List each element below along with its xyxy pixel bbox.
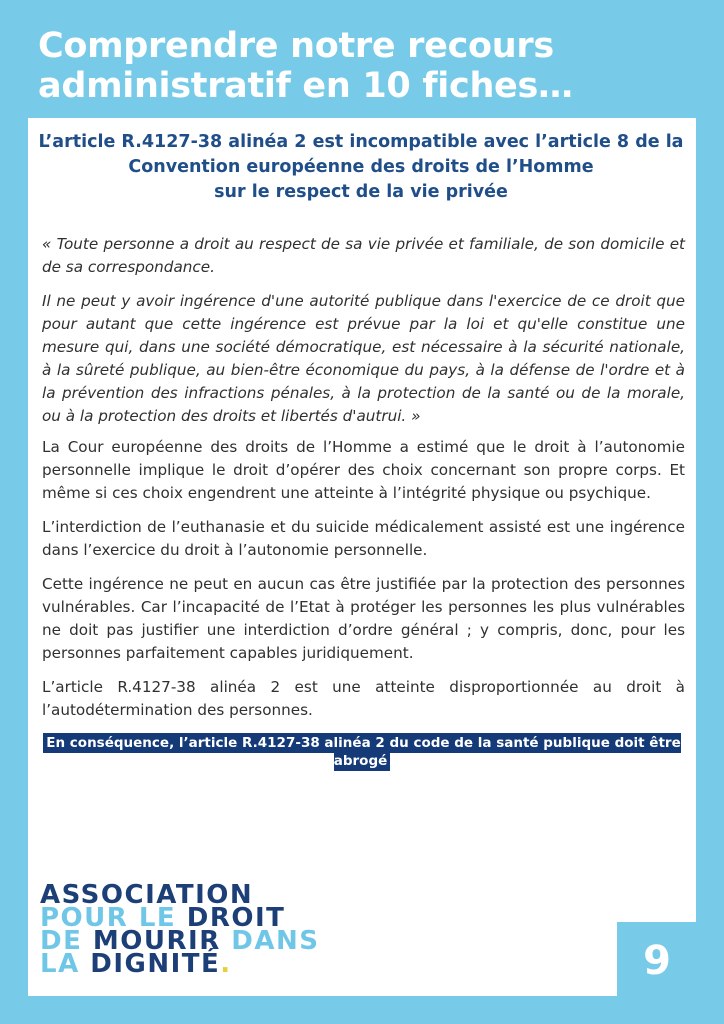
logo-word-pour-le: POUR LE <box>40 903 177 933</box>
quote-paragraph-1: « Toute personne a droit au respect de sa vie privée et familiale, de son domicile et de sa correspondance. <box>42 235 685 276</box>
quote-paragraph-2: Il ne peut y avoir ingérence d'une autorité publique dans l'exercice de ce droit que pour autant que cette ingérence est prévue par la loi et qu'elle constitue une mesure qui, dans une société démocratique, est nécessaire à la sécurité nationale, à la sûreté publique, au bien-être économique du pays, à la défense de l'ordre et à la prévention des infractions pénales, à la protection de la santé ou de la morale, ou à la protection des droits et libertés d'autrui. » <box>42 292 685 425</box>
body-text <box>42 233 685 733</box>
header-line-2: administratif en 10 fiches… <box>38 66 573 106</box>
logo-line-1: ASSOCIATION <box>40 880 254 910</box>
title-line-2: Convention européenne des droits de l’Homme <box>128 157 594 177</box>
logo-word-mourir: MOURIR <box>92 926 221 956</box>
body-paragraph-1: La Cour européenne des droits de l’Homme a estimé que le droit à l’autonomie personnelle implique le droit d’opérer des choix concernant son propre corps. Et même si ces choix engendrent une atteinte à l’intégrité physique ou psychique. <box>42 438 685 502</box>
logo-word-de: DE <box>40 926 83 956</box>
body-paragraph-4: L’article R.4127-38 alinéa 2 est une atteinte disproportionnée au droit à l’autodétermination des personnes. <box>42 678 685 719</box>
logo-word-dignite: DIGNITÉ <box>90 949 221 979</box>
header-line-1: Comprendre notre recours <box>38 26 554 66</box>
body-paragraph-3: Cette ingérence ne peut en aucun cas être justifiée par la protection des personnes vulnérables. Car l’incapacité de l’Etat à protéger les personnes les plus vulnérables ne doit pas justifier une interdiction d’ordre général ; y compris, donc, pour les personnes parfaitement capables juridiquement. <box>42 575 685 662</box>
conclusion-text: En conséquence, l’article R.4127-38 alinéa 2 du code de la santé publique doit être abrogé <box>43 733 680 771</box>
association-logo <box>40 880 320 979</box>
logo-word-la: LA <box>40 949 80 979</box>
section-title <box>36 130 686 205</box>
conclusion-banner <box>42 734 682 770</box>
logo-word-dans: DANS <box>231 926 320 956</box>
logo-word-droit: DROIT <box>186 903 286 933</box>
title-line-3: sur le respect de la vie privée <box>214 182 508 202</box>
title-line-1: L’article R.4127-38 alinéa 2 est incompatible avec l’article 8 de la <box>38 132 684 152</box>
page-header <box>38 26 698 106</box>
logo-dot: . <box>220 949 232 979</box>
body-paragraph-2: L’interdiction de l’euthanasie et du suicide médicalement assisté est une ingérence dans l’exercice du droit à l’autonomie personnelle. <box>42 518 685 559</box>
page-number: 9 <box>643 938 671 984</box>
